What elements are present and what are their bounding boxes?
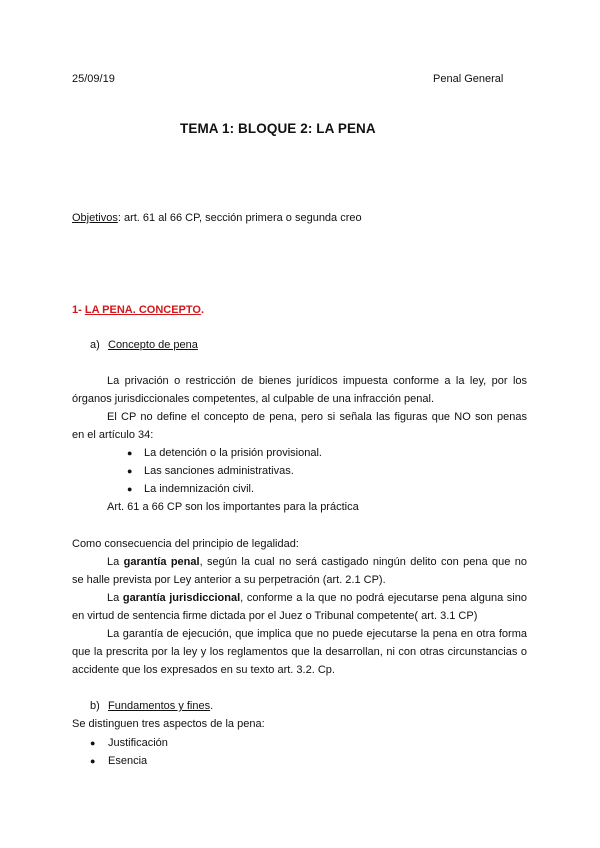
list-item: Justificación — [108, 737, 168, 749]
section-title: LA PENA. CONCEPTO — [84, 304, 201, 316]
section-title-end: . — [200, 304, 205, 316]
objectives-text: : art. 61 al 66 CP, sección primera o segunda creo — [117, 212, 362, 224]
para1-line1: La privación o restricción de bienes jurídicos impuesta conforme a la ley, por los — [107, 375, 527, 387]
garantia-ejecucion-line1: La garantía de ejecución, que implica que no puede ejecutarse la pena en otra forma — [107, 628, 527, 640]
garantia-jurisdiccional-line2: en virtud de sentencia firme dictada por el Juez o Tribunal competente( art. 3.1 CP) — [72, 610, 478, 622]
garantia-penal-rest: , según la cual no será castigado ningún delito con pena que no — [199, 556, 528, 568]
garantia-penal-pre: La — [107, 556, 124, 568]
articles-note: Art. 61 a 66 CP son los importantes para la práctica — [107, 501, 359, 513]
list-item: Las sanciones administrativas. — [144, 465, 294, 477]
subsection-b-heading — [108, 700, 213, 713]
garantia-penal-term: garantía penal — [123, 556, 200, 568]
objectives-label: Objetivos — [72, 212, 118, 224]
list-item: La indemnización civil. — [144, 483, 255, 495]
subsection-b-marker: b) — [90, 700, 100, 712]
garantia-ejecucion-line2: que la prescrita por la ley y los reglamentos que la desarrollan, ni con otras circunstancias o — [72, 646, 527, 658]
bullet-icon: ● — [127, 448, 133, 458]
para2-line1: El CP no define el concepto de pena, pero si señala las figuras que NO son penas — [107, 411, 527, 423]
bullet-icon: ● — [90, 756, 96, 766]
objectives-line — [72, 212, 362, 225]
garantia-jurisdiccional-rest: , conforme a la que no podrá ejecutarse pena alguna sino — [240, 592, 527, 604]
bullet-icon: ● — [90, 738, 96, 748]
para1-line2: órganos jurisdiccionales competentes, al culpable de una infracción penal. — [72, 393, 435, 405]
garantia-ejecucion-line3: accidente que los expresados en su texto art. 3.2. Cp. — [72, 664, 335, 676]
subsection-b-title: Fundamentos y fines — [108, 700, 211, 712]
section-heading — [72, 304, 204, 316]
aspects-intro: Se distinguen tres aspectos de la pena: — [72, 718, 265, 730]
subsection-a-title: Concepto de pena — [108, 339, 198, 351]
legality-intro: Como consecuencia del principio de legalidad: — [72, 538, 299, 550]
garantia-penal-line1 — [107, 556, 527, 569]
garantia-penal-line2: se halle prevista por Ley anterior a su perpetración (art. 2.1 CP). — [72, 574, 386, 586]
subsection-a-marker: a) — [90, 339, 100, 351]
section-number: 1- — [72, 304, 85, 316]
list-item: Esencia — [108, 755, 148, 767]
subsection-b-title-end: . — [210, 700, 214, 712]
garantia-jurisdiccional-term: garantía jurisdiccional — [122, 592, 241, 604]
bullet-icon: ● — [127, 484, 133, 494]
header-subject: Penal General — [433, 73, 504, 85]
garantia-jurisdiccional-pre: La — [107, 592, 123, 604]
page-title: TEMA 1: BLOQUE 2: LA PENA — [180, 121, 376, 136]
header-date: 25/09/19 — [72, 73, 115, 85]
bullet-icon: ● — [127, 466, 133, 476]
para2-line2: en el artículo 34: — [72, 429, 154, 441]
garantia-jurisdiccional-line1 — [107, 592, 527, 605]
list-item: La detención o la prisión provisional. — [144, 447, 322, 459]
